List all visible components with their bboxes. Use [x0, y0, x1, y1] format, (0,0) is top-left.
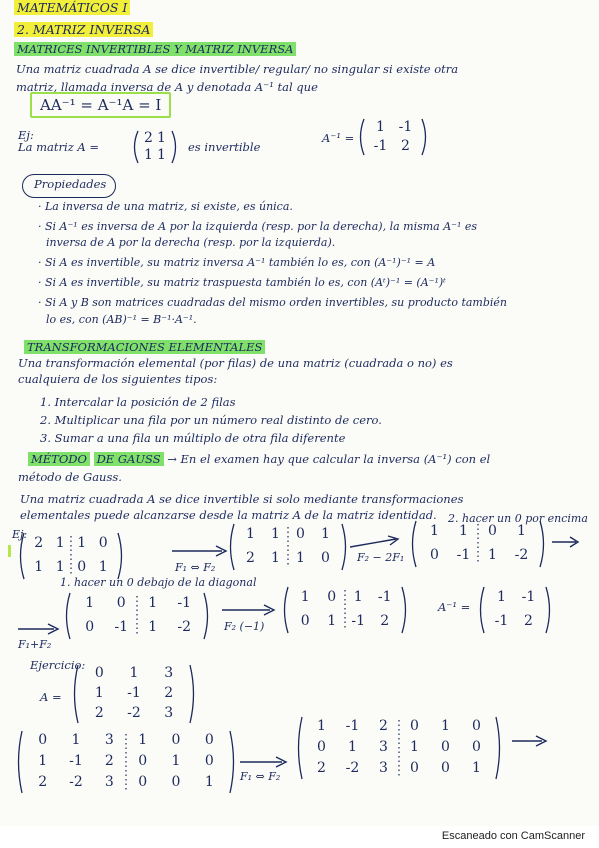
matrix-cell: 1 [34, 559, 44, 575]
propiedades-title: Propiedades [34, 177, 107, 191]
transformation-step: 3. Sumar a una fila un múltiplo de otra fila diferente [40, 431, 346, 445]
matrix-cell: -1 [345, 717, 360, 734]
matrix-a-inverse [356, 118, 430, 156]
matrix-cell: 0 [204, 753, 214, 769]
ejercicio-title: Ejercicio: [30, 658, 86, 672]
matrix-cell: 2 [317, 760, 326, 777]
matrix-cell: 0 [317, 739, 326, 755]
matrix-cell: 2 [524, 613, 533, 629]
matrix-cell: 1 [77, 535, 87, 551]
property-item: lo es, con (AB)⁻¹ = B⁻¹·A⁻¹. [46, 313, 197, 326]
gauss-paragraph-2: elementales puede alcanzarse desde la matriz A de la matriz identidad. [20, 508, 437, 522]
matrix-cell: 2 [164, 685, 174, 701]
property-item: inversa de A por la derecha (resp. por la izquierda). [46, 236, 336, 249]
transformaciones-line-2: cualquiera de los siguientes tipos: [18, 372, 218, 386]
matrix-cell: 1 [376, 118, 385, 135]
example-text: La matriz A = [18, 140, 100, 154]
matrix-cell: 2 [104, 753, 114, 769]
matrix-cell: 0 [410, 717, 419, 734]
matrix-cell: 1 [144, 146, 153, 163]
matrix-cell: 2 [380, 613, 390, 629]
matrix-cell: 0 [472, 739, 481, 755]
matrix-cell: -1 [494, 613, 509, 629]
matrix-cell: 0 [85, 619, 95, 635]
matrix-cell: 1 [85, 595, 95, 611]
matrix-cell: 1 [348, 739, 357, 755]
property-item: · Si A⁻¹ es inversa de A por la izquierda (resp. por la derecha), la misma A⁻¹ es [38, 220, 478, 233]
matrix-cell: 0 [488, 523, 497, 539]
matrix-cell: 1 [246, 526, 255, 542]
arrow-icon [350, 535, 400, 549]
matrix-cell: 1 [459, 523, 468, 539]
matrix-cell: 0 [171, 774, 181, 791]
matrix-cell: 0 [204, 731, 214, 748]
matrix-cell: 2 [144, 129, 153, 146]
property-item: · Si A es invertible, su matriz inversa A⁻¹ también lo es, con (A⁻¹)⁻¹ = A [38, 256, 436, 269]
matrix-cell: 1 [296, 550, 305, 566]
matrix-cell: 2 [38, 774, 48, 791]
matrix-cell: 0 [300, 613, 310, 629]
gauss-matrix-step-1 [226, 523, 350, 571]
matrix-cell: 3 [104, 731, 114, 748]
matrix-cell: 1 [472, 760, 481, 777]
gauss-matrix-step-0 [16, 532, 126, 580]
matrix-cell: 0 [321, 550, 330, 566]
operation-label: F₂ (−1) [224, 620, 265, 633]
gauss-matrix-step-2 [408, 520, 548, 568]
example-label: Ej: [18, 128, 34, 142]
property-item: · Si A y B son matrices cuadradas del mismo orden invertibles, su producto también [38, 296, 508, 309]
matrix-cell: 1 [129, 665, 139, 681]
operation-label: F₁ ⇔ F₂ [240, 770, 281, 783]
arrow-icon [240, 756, 288, 768]
identity-formula: AA⁻¹ = A⁻¹A = I [30, 96, 171, 114]
matrix-cell: 0 [171, 731, 181, 748]
inverse-result-label: A⁻¹ = [438, 600, 471, 614]
matrix-cell: -1 [127, 685, 141, 701]
matrix-cell: 1 [410, 739, 419, 755]
matrix-cell: 1 [497, 589, 506, 605]
augmented-matrix-initial [14, 730, 238, 794]
matrix-cell: -2 [69, 774, 83, 791]
matrix-cell: 2 [379, 717, 388, 734]
matrix-cell: 1 [353, 589, 363, 605]
property-item: · La inversa de una matriz, si existe, es única. [38, 200, 293, 213]
invertibles-heading: MATRICES INVERTIBLES Y MATRIZ INVERSA [14, 42, 296, 56]
matrix-cell: -2 [127, 705, 141, 721]
matrix-cell: -2 [177, 619, 192, 635]
matrix-cell: 1 [148, 619, 158, 635]
matrix-cell: 1 [55, 559, 65, 575]
matrix-cell: 1 [55, 535, 65, 551]
matrix-cell: 1 [517, 523, 526, 539]
matrix-cell: -1 [69, 753, 83, 769]
footer-text: Escaneado con CamScanner [441, 830, 585, 842]
matrix-cell: 0 [138, 753, 148, 769]
matrix-cell: 0 [38, 731, 48, 748]
matrix-cell: -1 [373, 137, 388, 154]
transformaciones-heading: TRANSFORMACIONES ELEMENTALES [24, 340, 265, 354]
matrix-cell: 1 [148, 595, 158, 611]
matrix-cell: -1 [521, 589, 536, 605]
property-item: · Si A es invertible, su matriz traspuesta también lo es, con (Aᵗ)⁻¹ = (A⁻¹)ᵗ [38, 276, 446, 289]
matrix-cell: 1 [138, 731, 148, 748]
matrix-brackets [476, 586, 554, 634]
matrix-cell: 1 [317, 717, 326, 734]
matrix-cell: -1 [177, 595, 192, 611]
matrix-cell: 0 [441, 739, 450, 755]
matrix-cell: 1 [157, 129, 166, 146]
gauss-line-2: método de Gauss. [18, 470, 122, 484]
matrix-cell: 0 [327, 589, 337, 605]
arrow-icon [552, 536, 580, 548]
operation-label: F₂ − 2F₁ [357, 551, 405, 564]
matrix-cell: 0 [441, 760, 450, 777]
arrow-icon [18, 623, 60, 635]
matrix-cell: -1 [398, 118, 413, 135]
matrix-cell: 3 [164, 665, 174, 681]
ejercicio-matrix-label: A = [40, 690, 62, 704]
matrix-cell: 1 [94, 685, 104, 701]
matrix-cell: 1 [327, 613, 337, 629]
matrix-cell: 1 [271, 526, 280, 542]
matrix-a [130, 130, 180, 164]
matrix-cell: 2 [34, 535, 44, 551]
gauss-paragraph-1: Una matriz cuadrada A se dice invertible si solo mediante transformaciones [20, 492, 464, 506]
operation-label: F₁+F₂ [18, 638, 52, 651]
matrix-cell: 1 [38, 753, 48, 769]
matrix-cell: 1 [98, 559, 108, 575]
transformation-step: 1. Intercalar la posición de 2 filas [40, 395, 236, 409]
matrix-cell: 0 [296, 526, 305, 542]
matrix-cell: 3 [164, 705, 174, 721]
matrix-cell: -1 [114, 619, 129, 635]
matrix-cell: -2 [514, 547, 529, 563]
augmented-matrix-swapped [294, 716, 504, 780]
example-label-gauss: Ej: [12, 528, 28, 541]
example-suffix: es invertible [188, 140, 261, 154]
arrow-icon [172, 545, 228, 557]
matrix-cell: 0 [430, 547, 439, 563]
matrix-cell: 3 [379, 760, 388, 777]
arrow-icon [512, 735, 548, 747]
operation-label: F₁ ⇔ F₂ [175, 561, 216, 574]
matrix-cell: 1 [488, 547, 497, 563]
arrow-icon [222, 604, 276, 616]
inverse-label: A⁻¹ = [322, 131, 355, 145]
margin-highlight [8, 545, 11, 557]
transformaciones-line-1: Una transformación elemental (por filas) de una matriz (cuadrada o no) es [18, 356, 453, 370]
note-zero-below: 1. hacer un 0 debajo de la diagonal [60, 576, 257, 589]
inverse-result-matrix [476, 586, 554, 634]
matrix-cell: 0 [138, 774, 148, 791]
section-title: 2. MATRIZ INVERSA [14, 22, 153, 37]
matrix-cell: -1 [377, 589, 392, 605]
matrix-cell: -1 [456, 547, 471, 563]
transformation-step: 2. Multiplicar una fila por un número real distinto de cero. [40, 413, 382, 427]
matrix-cell: 1 [71, 731, 81, 748]
matrix-cell: 0 [410, 760, 419, 777]
matrix-brackets [356, 118, 430, 156]
page-title: MATEMÁTICOS I [14, 0, 130, 15]
matrix-cell: 1 [204, 774, 214, 791]
definition-line-2: matriz, llamada inversa de A y denotada A⁻¹ tal que [16, 80, 318, 94]
matrix-cell: 0 [77, 559, 87, 575]
gauss-matrix-step-3 [62, 592, 212, 640]
definition-line-1: Una matriz cuadrada A se dice invertible/ regular/ no singular si existe otra [16, 62, 459, 76]
matrix-cell: 2 [401, 137, 410, 154]
note-zero-above: 2. hacer un 0 por encima [448, 512, 588, 525]
matrix-cell: 1 [441, 717, 450, 734]
matrix-cell: -2 [345, 760, 360, 777]
scanner-watermark [0, 826, 599, 848]
matrix-cell: 3 [379, 739, 388, 755]
matrix-cell: 0 [94, 665, 104, 681]
matrix-cell: 3 [104, 774, 114, 791]
matrix-cell: 1 [271, 550, 280, 566]
matrix-cell: 0 [472, 717, 481, 734]
gauss-heading: MÉTODO DE GAUSS → En el examen hay que calcular la inversa (A⁻¹) con el [28, 452, 490, 466]
matrix-cell: 2 [94, 705, 104, 721]
matrix-cell: 0 [116, 595, 126, 611]
matrix-cell: 1 [300, 589, 310, 605]
matrix-cell: 1 [171, 753, 181, 769]
matrix-cell: 1 [157, 146, 166, 163]
gauss-matrix-step-4 [280, 586, 410, 634]
matrix-cell: 0 [98, 535, 108, 551]
matrix-cell: 2 [246, 550, 255, 566]
matrix-cell: 1 [321, 526, 330, 542]
ejercicio-matrix-a [70, 664, 198, 724]
matrix-cell: 1 [430, 523, 439, 539]
matrix-cell: -1 [351, 613, 366, 629]
